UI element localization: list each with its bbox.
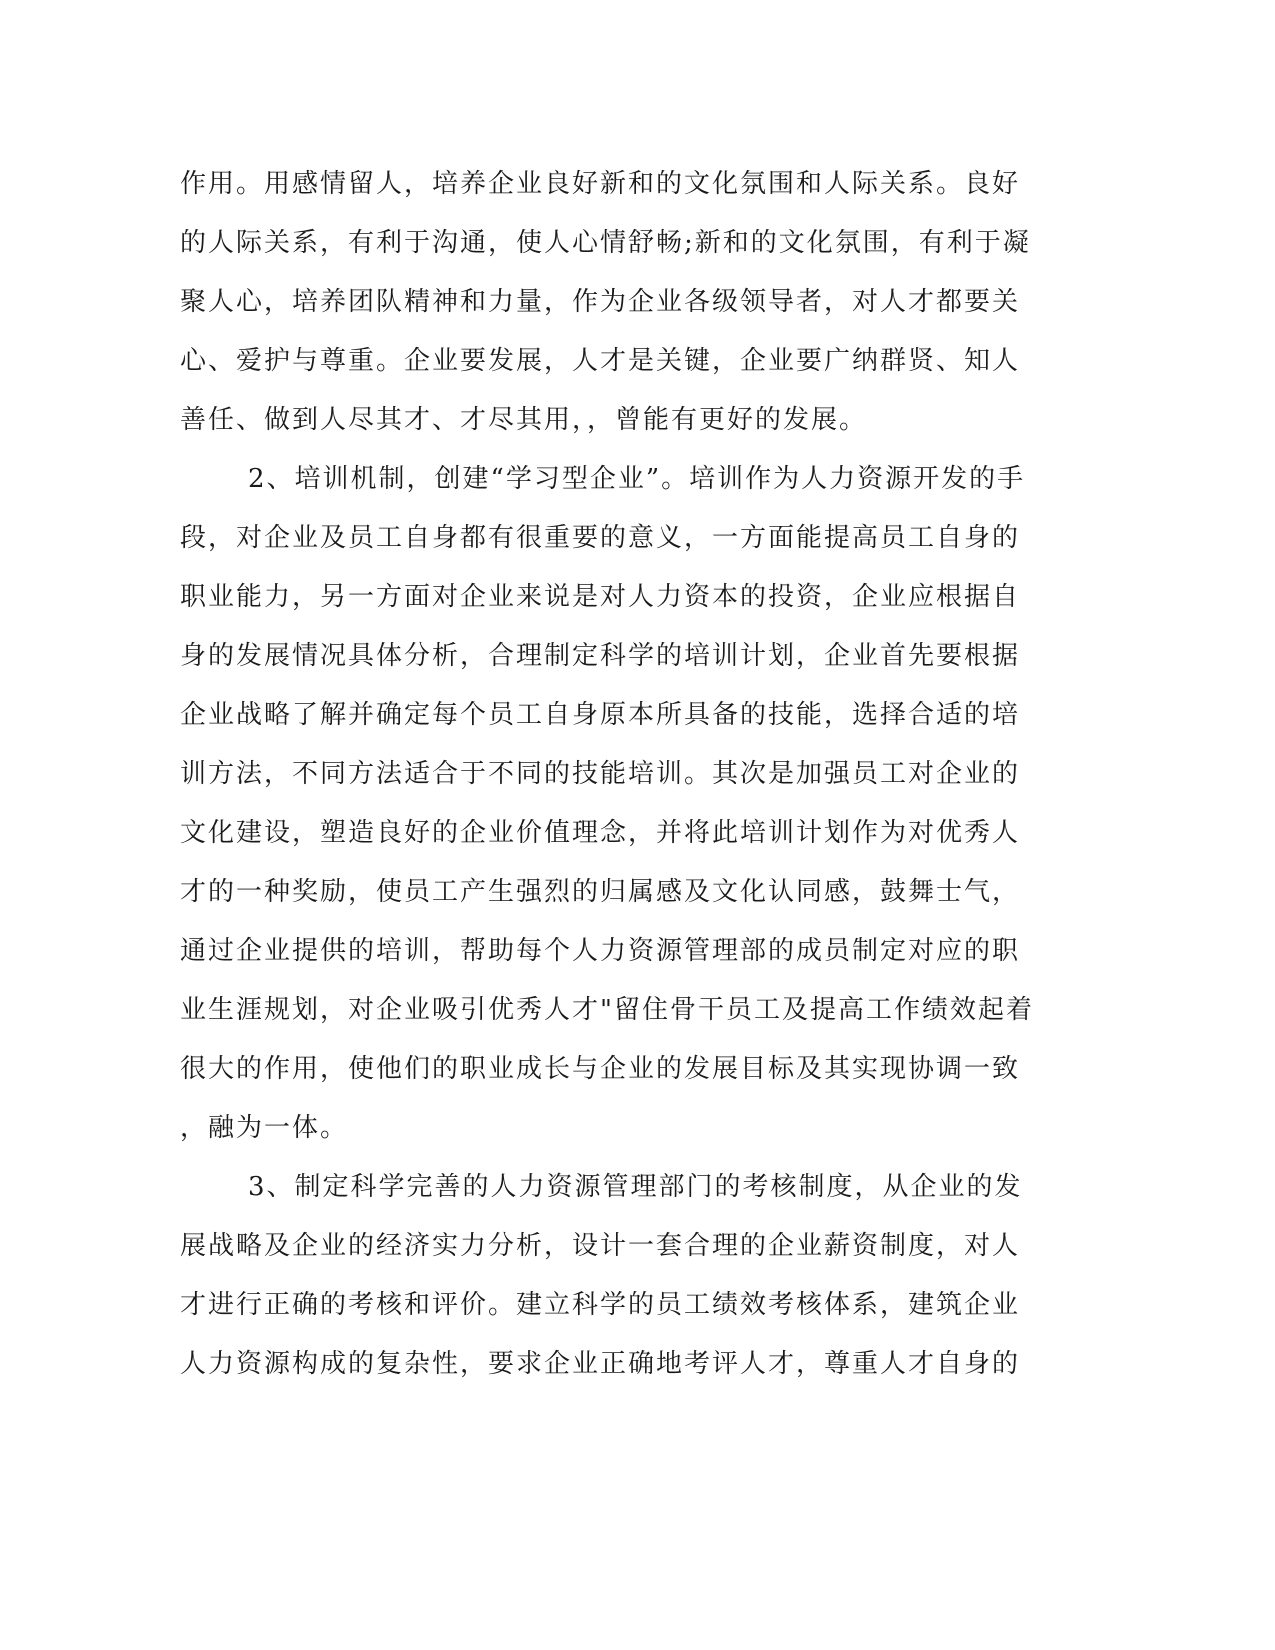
text-line: 才的一种奖励，使员工产生强烈的归属感及文化认同感，鼓舞士气， bbox=[180, 877, 1021, 907]
text-line: 很大的作用，使他们的职业成长与企业的发展目标及其实现协调一致 bbox=[180, 1054, 1021, 1084]
text-line: 的人际关系，有利于沟通，使人心情舒畅;新和的文化氛围，有利于凝 bbox=[180, 228, 1031, 258]
paragraph-start-line: 3、制定科学完善的人力资源管理部门的考核制度，从企业的发 bbox=[248, 1172, 1023, 1202]
text-line: 作用。用感情留人，培养企业良好新和的文化氛围和人际关系。良好 bbox=[180, 169, 1021, 199]
text-line: 心、爱护与尊重。企业要发展，人才是关键，企业要广纳群贤、知人 bbox=[180, 346, 1021, 376]
paragraph-start-line: 2、培训机制，创建“学习型企业”。培训作为人力资源开发的手 bbox=[248, 464, 1026, 494]
text-line: 才进行正确的考核和评价。建立科学的员工绩效考核体系，建筑企业 bbox=[180, 1290, 1021, 1320]
text-line: 展战略及企业的经济实力分析，设计一套合理的企业薪资制度，对人 bbox=[180, 1231, 1021, 1261]
text-line: 业生涯规划，对企业吸引优秀人才"留住骨干员工及提高工作绩效起着 bbox=[180, 995, 1034, 1025]
text-line: 通过企业提供的培训，帮助每个人力资源管理部的成员制定对应的职 bbox=[180, 936, 1021, 966]
text-line: 人力资源构成的复杂性，要求企业正确地考评人才，尊重人才自身的 bbox=[180, 1349, 1021, 1379]
text-line: 聚人心，培养团队精神和力量，作为企业各级领导者，对人才都要关 bbox=[180, 287, 1021, 317]
text-line: 文化建设，塑造良好的企业价值理念，并将此培训计划作为对优秀人 bbox=[180, 818, 1021, 848]
text-line: ，融为一体。 bbox=[180, 1113, 349, 1143]
text-line: 段，对企业及员工自身都有很重要的意义，一方面能提高员工自身的 bbox=[180, 523, 1021, 553]
text-line: 善任、做到人尽其才、才尽其用，，曾能有更好的发展。 bbox=[180, 405, 868, 435]
text-line: 身的发展情况具体分析，合理制定科学的培训计划，企业首先要根据 bbox=[180, 641, 1021, 671]
document-body bbox=[180, 155, 1034, 1394]
text-line: 企业战略了解并确定每个员工自身原本所具备的技能，选择合适的培 bbox=[180, 700, 1021, 730]
text-line: 训方法，不同方法适合于不同的技能培训。其次是加强员工对企业的 bbox=[180, 759, 1021, 789]
text-line: 职业能力，另一方面对企业来说是对人力资本的投资，企业应根据自 bbox=[180, 582, 1021, 612]
